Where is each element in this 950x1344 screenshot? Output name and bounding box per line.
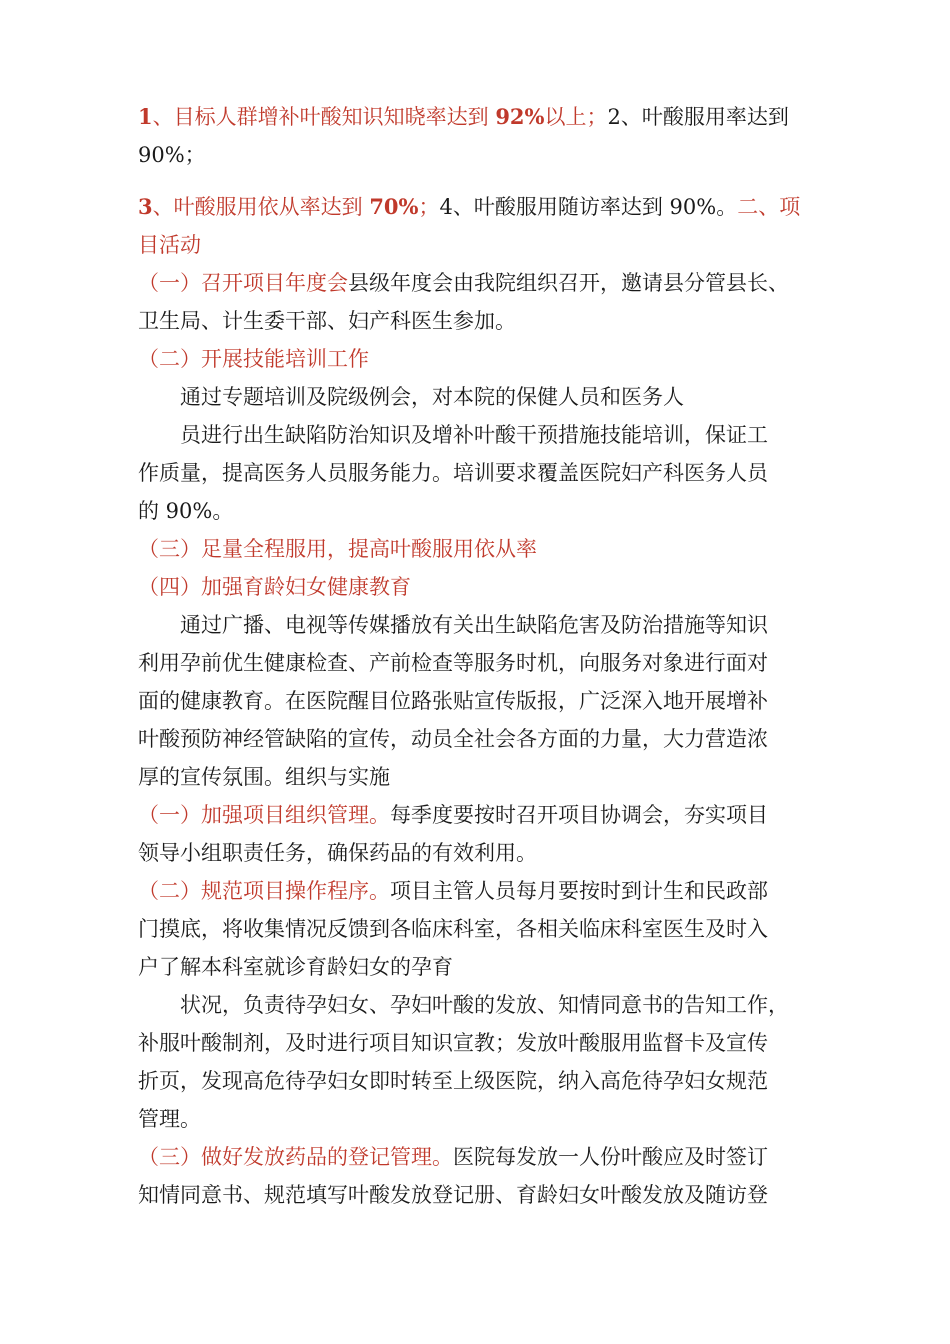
text-line [138, 720, 828, 758]
list-number: 1 [138, 104, 153, 129]
body-text: 户了解本科室就诊育龄妇女的孕育 [138, 955, 453, 979]
body-text: 卫生局、计生委干部、妇产科医生参加。 [138, 309, 516, 333]
body-text: 叶酸预防神经管缺陷的宣传，动员全社会各方面的力量，大力营造浓 [138, 727, 768, 751]
body-text: 利用孕前优生健康检查、产前检查等服务时机，向服务对象进行面对 [138, 651, 768, 675]
body-text: 4、叶酸服用随访率达到 90%。 [439, 195, 738, 219]
text-line [138, 226, 828, 264]
body-text: 通过专题培训及院级例会，对本院的保健人员和医务人 [180, 385, 684, 409]
text-line [138, 606, 828, 644]
section-heading: 二、项 [737, 195, 801, 219]
body-text: 知情同意书、规范填写叶酸发放登记册、育龄妇女叶酸发放及随访登 [138, 1183, 768, 1207]
subsection-heading: （四）加强育龄妇女健康教育 [138, 575, 411, 599]
text-line [138, 378, 828, 416]
text-line [138, 1024, 828, 1062]
body-text: 县级年度会由我院组织召开，邀请县分管县长、 [348, 271, 789, 295]
subsection-heading: （三）做好发放药品的登记管理。 [138, 1145, 453, 1169]
text-line [138, 834, 828, 872]
text-line [138, 492, 828, 530]
goal-percent: 92% [495, 104, 545, 129]
text-line [138, 1138, 828, 1176]
body-text: 每季度要按时召开项目协调会，夯实项目 [390, 803, 768, 827]
text-line [138, 98, 828, 136]
goal-percent: 70% [369, 194, 419, 219]
body-text: 厚的宣传氛围。组织与实施 [138, 765, 390, 789]
subsection-heading: （二）开展技能培训工作 [138, 347, 369, 371]
body-text: 门摸底，将收集情况反馈到各临床科室，各相关临床科室医生及时入 [138, 917, 768, 941]
body-text: 面的健康教育。在医院醒目位路张贴宣传版报，广泛深入地开展增补 [138, 689, 768, 713]
text-line [138, 302, 828, 340]
text-line [138, 682, 828, 720]
body-text: 补服叶酸制剂，及时进行项目知识宣教；发放叶酸服用监督卡及宣传 [138, 1031, 768, 1055]
text-line [138, 188, 828, 226]
text-line [138, 1062, 828, 1100]
subsection-heading: （三）足量全程服用，提高叶酸服用依从率 [138, 537, 537, 561]
text-line [138, 340, 828, 378]
body-text: 员进行出生缺陷防治知识及增补叶酸干预措施技能培训，保证工 [180, 423, 768, 447]
subsection-heading: （一）加强项目组织管理。 [138, 803, 390, 827]
body-text: 项目主管人员每月要按时到计生和民政部 [390, 879, 768, 903]
goal-text: 、目标人群增补叶酸知识知晓率达到 [152, 105, 496, 129]
text-line [138, 416, 828, 454]
body-text: 通过广播、电视等传媒播放有关出生缺陷危害及防治措施等知识 [180, 613, 768, 637]
body-text: 2、叶酸服用率达到 [607, 105, 789, 129]
text-line [138, 568, 828, 606]
body-text: 医院每发放一人份叶酸应及时签订 [453, 1145, 768, 1169]
text-line [138, 530, 828, 568]
body-text: 90%； [138, 143, 206, 167]
list-number: 3 [138, 194, 153, 219]
text-line [138, 454, 828, 492]
text-line [138, 136, 828, 174]
text-line [138, 1176, 828, 1214]
text-line [138, 796, 828, 834]
body-text: 领导小组职责任务，确保药品的有效利用。 [138, 841, 537, 865]
text-line [138, 758, 828, 796]
text-line [138, 910, 828, 948]
text-line [138, 948, 828, 986]
body-text: 作质量，提高医务人员服务能力。培训要求覆盖医院妇产科医务人员 [138, 461, 768, 485]
text-line [138, 1100, 828, 1138]
document-page [138, 98, 828, 1214]
goal-text: 、叶酸服用依从率达到 [152, 195, 370, 219]
text-line [138, 986, 828, 1024]
text-line [138, 264, 828, 302]
text-line [138, 644, 828, 682]
body-text: 折页，发现高危待孕妇女即时转至上级医院，纳入高危待孕妇女规范 [138, 1069, 768, 1093]
body-text: 的 90%。 [138, 499, 234, 523]
goal-text-end: 以上； [544, 105, 608, 129]
section-heading: 目活动 [138, 233, 201, 257]
body-text: 状况，负责待孕妇女、孕妇叶酸的发放、知情同意书的告知工作， [180, 993, 789, 1017]
text-line [138, 872, 828, 910]
body-text: 管理。 [138, 1107, 201, 1131]
subsection-heading: （二）规范项目操作程序。 [138, 879, 390, 903]
subsection-heading: （一）召开项目年度会 [138, 271, 348, 295]
goal-text-end: ； [418, 195, 440, 219]
